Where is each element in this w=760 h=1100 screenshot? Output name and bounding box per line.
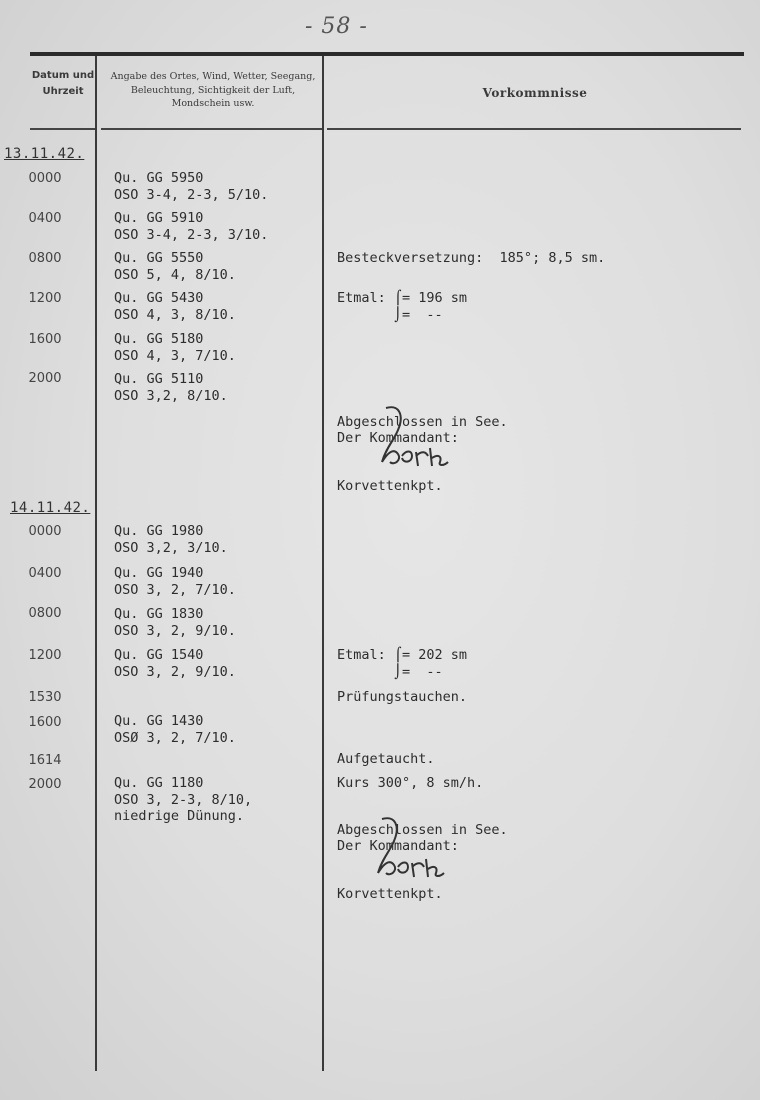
top-rule [30,52,744,56]
header-rule-events [327,128,741,130]
day-date-1: 13.11.42. [4,146,85,162]
entry-place: Qu. GG 1180 OSO 3, 2-3, 8/10, niedrige Dünung. [114,775,253,824]
entry-place: Qu. GG 1830 OSO 3, 2, 9/10. [114,606,236,639]
entry-place: Qu. GG 5950 OSO 3-4, 2-3, 5/10. [114,170,269,203]
header-rule-date [30,128,96,130]
day-date-2: 14.11.42. [10,500,91,516]
entry-place: Qu. GG 1940 OSO 3, 2, 7/10. [114,565,236,598]
rank-label: Korvettenkpt. [337,478,443,494]
commander-signature [368,815,448,887]
closing-line: Abgeschlossen in See. [337,414,508,430]
commander-label: Der Kommandant: [337,430,459,446]
entry-place: Qu. GG 5180 OSO 4, 3, 7/10. [114,331,236,364]
entry-event: Besteckversetzung: 185°; 8,5 sm. [337,250,606,266]
closing-line: Abgeschlossen in See. [337,822,508,838]
entry-time: 2000 [28,371,62,386]
entry-event: Etmal: ⌠= 196 sm ⌡= -- [337,290,468,323]
commander-label: Der Kommandant: [337,838,459,854]
entry-time: 0400 [28,211,62,226]
header-events-column: Vorkommnisse [482,86,588,100]
entry-time: 1600 [28,715,62,730]
entry-place: Qu. GG 5430 OSO 4, 3, 8/10. [114,290,236,323]
entry-time: 0800 [28,606,62,621]
entry-event: Prüfungstauchen. [337,689,468,705]
entry-place: Qu. GG 5110 OSO 3,2, 8/10. [114,371,228,404]
header-rule-place [101,128,322,130]
entry-place: Qu. GG 1980 OSO 3,2, 3/10. [114,523,228,556]
page-number: - 58 - [305,14,368,39]
entry-place: Qu. GG 1430 OSØ 3, 2, 7/10. [114,713,236,746]
entry-place: Qu. GG 5910 OSO 3-4, 2-3, 3/10. [114,210,269,243]
entry-time: 2000 [28,777,62,792]
entry-time: 1530 [28,690,62,705]
entry-time: 0800 [28,251,62,266]
entry-event: Kurs 300°, 8 sm/h. [337,775,484,791]
rank-label: Korvettenkpt. [337,886,443,902]
entry-time: 0000 [28,524,62,539]
entry-time: 0000 [28,171,62,186]
entry-event: Aufgetaucht. [337,751,435,767]
entry-time: 1200 [28,648,62,663]
entry-time: 0400 [28,566,62,581]
entry-place: Qu. GG 1540 OSO 3, 2, 9/10. [114,647,236,680]
entry-event: Etmal: ⌠= 202 sm ⌡= -- [337,647,468,680]
entry-time: 1600 [28,332,62,347]
header-place-column: Angabe des Ortes, Wind, Wetter, Seegang, Beleuchtung, Sichtigkeit der Luft, Mondschein usw. [110,71,316,109]
entry-time: 1614 [28,753,62,768]
commander-signature [372,404,452,476]
header-date-column: Datum und Uhrzeit [31,70,95,97]
column-divider-place [322,56,324,1071]
entry-time: 1200 [28,291,62,306]
entry-place: Qu. GG 5550 OSO 5, 4, 8/10. [114,250,236,283]
column-divider-date [95,56,97,1071]
